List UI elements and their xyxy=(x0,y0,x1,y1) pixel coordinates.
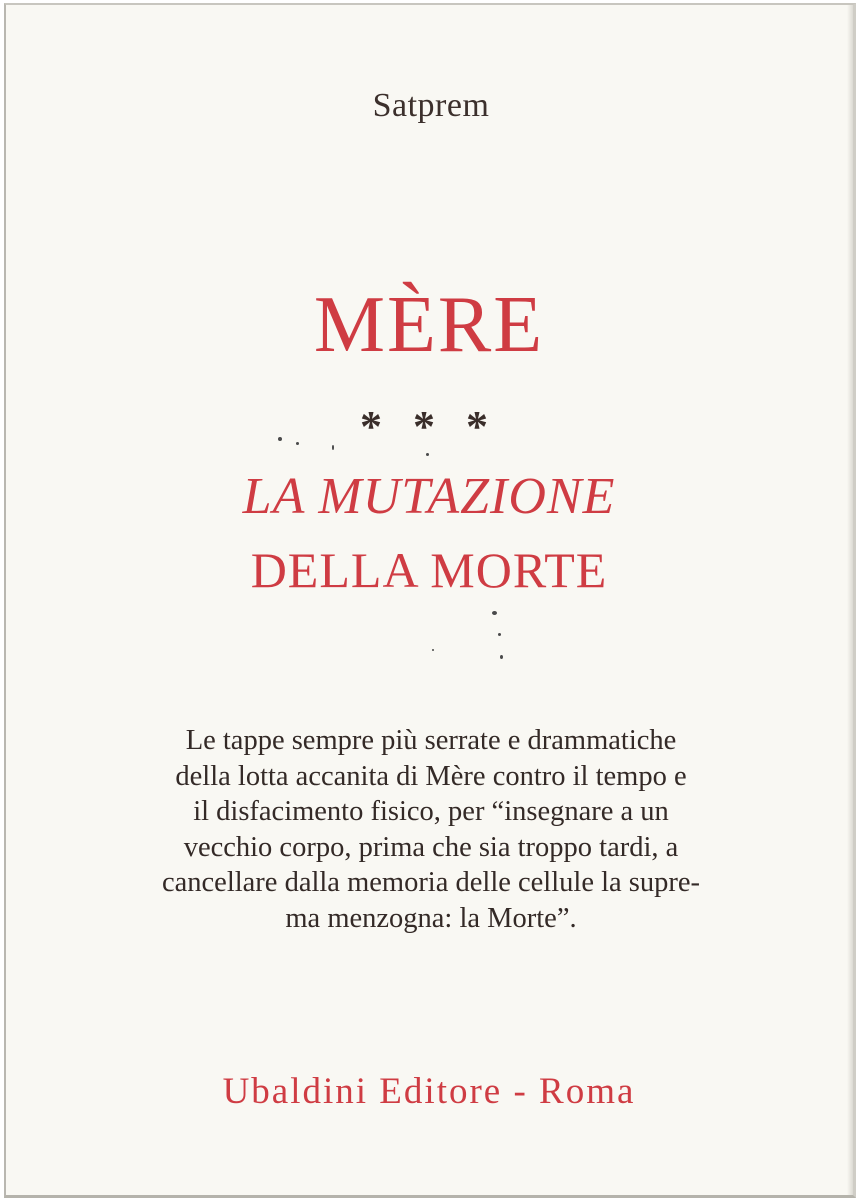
scan-speck xyxy=(498,633,501,636)
blurb-line: Le tappe sempre più serrate e drammatiche xyxy=(185,725,677,756)
blurb-line: il disfacimento fisico, per “insegnare a un xyxy=(193,796,669,827)
book-cover xyxy=(4,3,856,1198)
scan-speck xyxy=(278,437,282,441)
subtitle-line-1: LA MUTAZIONE xyxy=(242,468,616,525)
scan-speck xyxy=(296,442,299,445)
publisher-name: Ubaldini Editore - Roma xyxy=(222,1071,636,1112)
book-title: MÈRE xyxy=(313,281,545,369)
scan-speck xyxy=(332,445,334,450)
scan-speck xyxy=(492,611,497,615)
blurb-line: vecchio corpo, prima che sia troppo tardi, a xyxy=(183,831,679,863)
blurb-line: della lotta accanita di Mère contro il tempo e xyxy=(175,760,687,792)
author-name: Satprem xyxy=(372,87,490,124)
scan-speck xyxy=(432,649,434,651)
subtitle-line-2: DELLA MORTE xyxy=(250,542,608,598)
title-separator: * * * xyxy=(360,402,498,451)
cover-blurb xyxy=(118,723,744,936)
scan-speck xyxy=(426,453,429,456)
scan-speck xyxy=(500,655,503,659)
blurb-line: cancellare dalla memoria delle cellule la supre- xyxy=(161,867,701,898)
blurb-line: ma menzogna: la Morte”. xyxy=(285,902,577,934)
